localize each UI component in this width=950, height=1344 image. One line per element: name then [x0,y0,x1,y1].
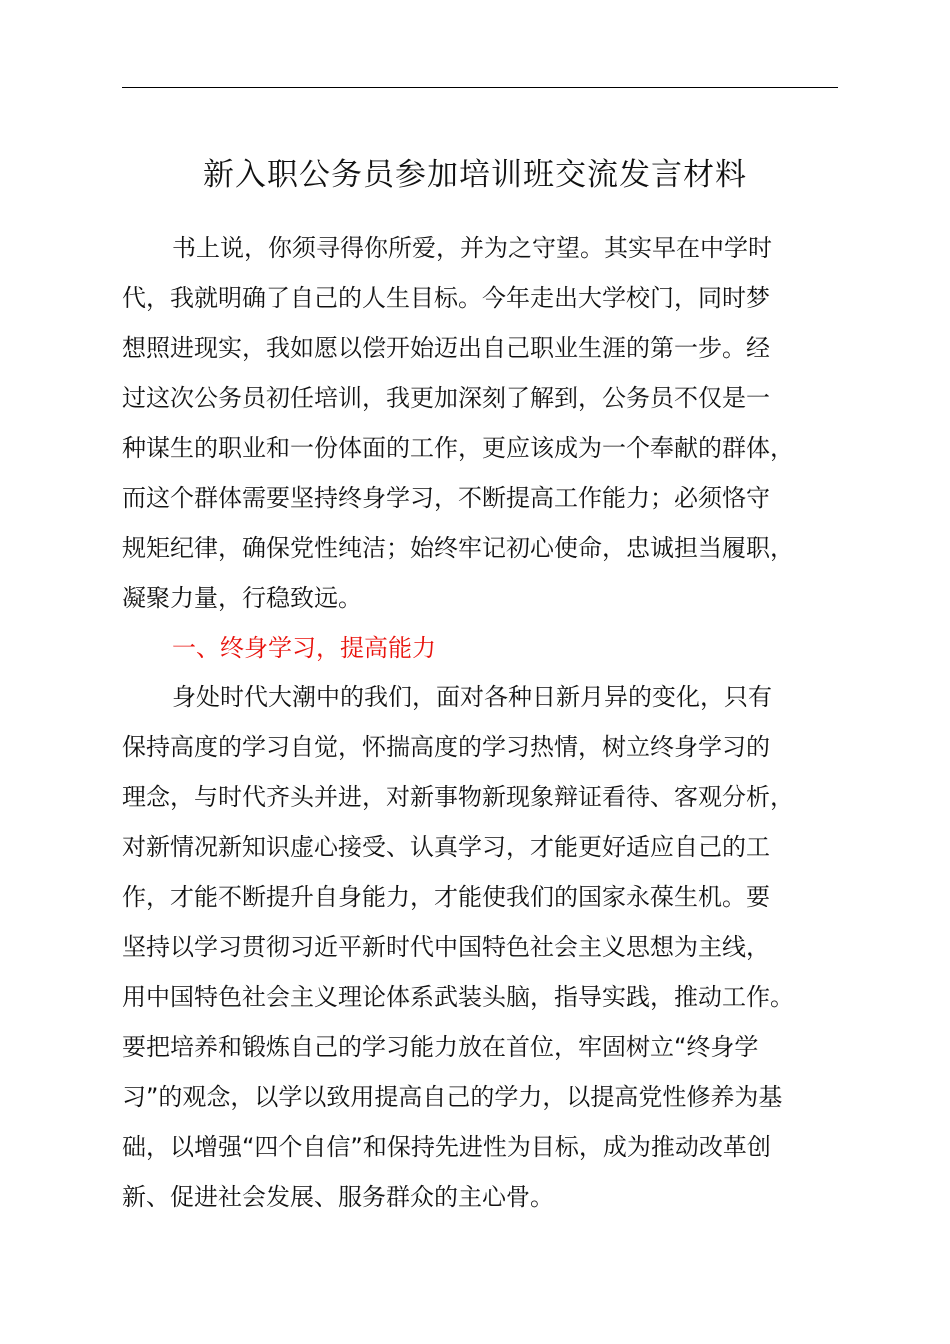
paragraph-line: 规矩纪律，确保党性纯洁；始终牢记初心使命，忠诚担当履职， [122,534,794,562]
paragraph-line: 用中国特色社会主义理论体系武装头脑，指导实践，推动工作。 [122,983,794,1011]
header-rule [122,87,838,88]
paragraph-line: 代，我就明确了自己的人生目标。今年走出大学校门，同时梦 [122,284,770,312]
paragraph-line: 种谋生的职业和一份体面的工作，更应该成为一个奉献的群体， [122,434,794,462]
paragraph-line: 习”的观念，以学以致用提高自己的学力，以提高党性修养为基 [122,1083,783,1111]
section-heading: 一、终身学习，提高能力 [172,634,436,662]
paragraph-line: 作，才能不断提升自身能力，才能使我们的国家永葆生机。要 [122,883,770,911]
paragraph-line: 础，以增强“四个自信”和保持先进性为目标，成为推动改革创 [122,1133,771,1161]
paragraph-line: 新、促进社会发展、服务群众的主心骨。 [122,1183,554,1211]
paragraph-line: 想照进现实，我如愿以偿开始迈出自己职业生涯的第一步。经 [122,334,770,362]
paragraph-line: 理念，与时代齐头并进，对新事物新现象辩证看待、客观分析， [122,783,794,811]
paragraph-line: 身处时代大潮中的我们，面对各种日新月异的变化，只有 [172,683,772,711]
paragraph-line: 书上说，你须寻得你所爱，并为之守望。其实早在中学时 [172,234,772,262]
paragraph-line: 过这次公务员初任培训，我更加深刻了解到，公务员不仅是一 [122,384,770,412]
paragraph-line: 而这个群体需要坚持终身学习，不断提高工作能力；必须恪守 [122,484,770,512]
paragraph-line: 保持高度的学习自觉，怀揣高度的学习热情，树立终身学习的 [122,733,770,761]
document-title: 新入职公务员参加培训班交流发言材料 [203,157,747,193]
paragraph-line: 对新情况新知识虚心接受、认真学习，才能更好适应自己的工 [122,833,770,861]
paragraph-line: 要把培养和锻炼自己的学习能力放在首位，牢固树立“终身学 [122,1033,759,1061]
paragraph-line: 凝聚力量，行稳致远。 [122,584,362,612]
paragraph-line: 坚持以学习贯彻习近平新时代中国特色社会主义思想为主线， [122,933,770,961]
